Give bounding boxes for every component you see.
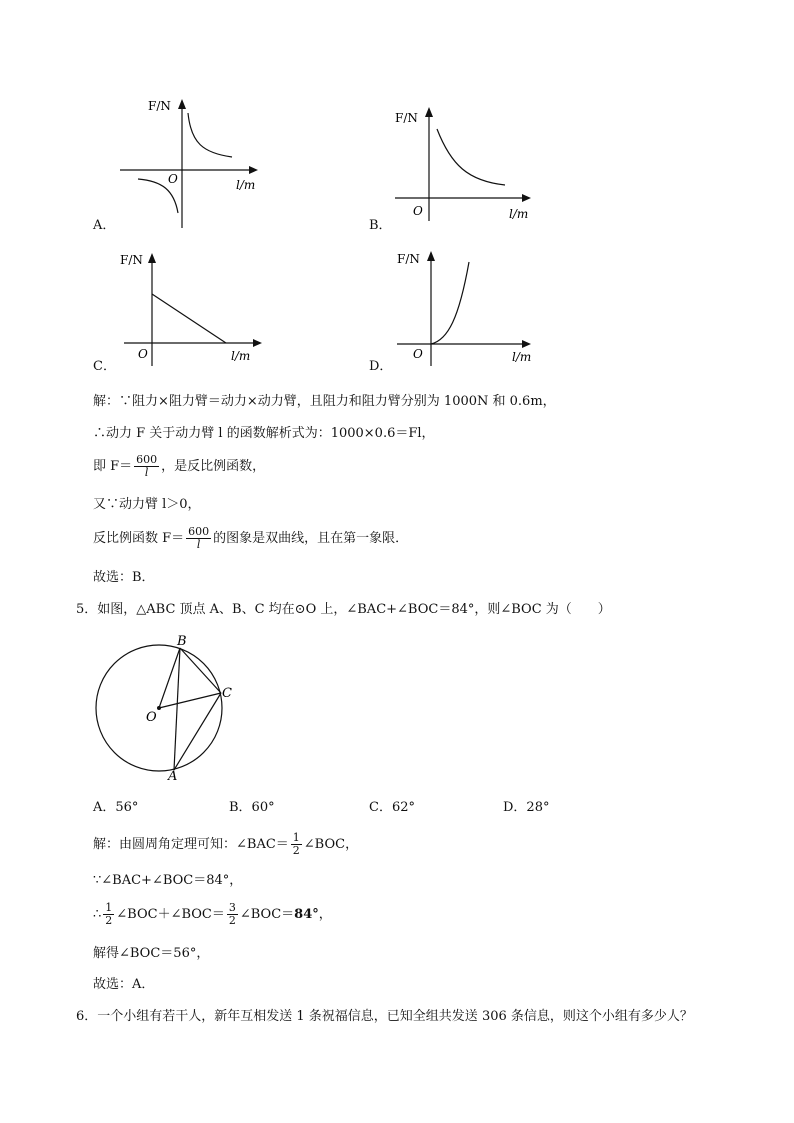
q5-label-a: A [168,769,178,784]
q5-solution-line2: ∵∠BAC+∠BOC＝84°， [93,873,243,888]
q5-option-a: A．56° [93,800,139,815]
graph-d [393,246,538,368]
graph-c-ylabel: F/N [120,253,143,267]
q5-label-c: C [222,686,232,701]
graph-a [118,95,263,230]
fraction-600-over-l-2: $\frac{600}{l}$ [188,525,210,551]
q4-solution-line2: ∴动力 F 关于动力臂 l 的函数解析式为：1000×0.6＝Fl， [93,426,435,441]
q6-question: 6．一个小组有若干人，新年互相发送 1 条祝福信息，已知全组共发送 306 条信息，则这个小组有多少人？ [76,1009,693,1024]
option-c-label: C． [93,359,116,374]
q4-solution-line4: 又∵动力臂 l＞0， [93,497,201,512]
option-a-label: A． [93,218,116,233]
q4-solution-line1: 解：∵阻力×阻力臂＝动力×动力臂，且阻力和阻力臂分别为 1000N 和 0.6m， [93,394,556,409]
q5-solution-line4: 解得∠BOC＝56°， [93,946,210,961]
q5-option-b: B．60° [229,800,275,815]
q5-option-c: C．62° [369,800,415,815]
graph-d-ylabel: F/N [397,252,420,266]
graph-c [118,248,268,368]
graph-b-ylabel: F/N [395,111,418,125]
q5-option-d: D．28° [503,800,550,815]
graph-b [393,103,538,223]
fraction-one-half-2: $\frac{1}{2}$ [105,901,113,927]
graph-d-xlabel: l/m [512,350,532,364]
q5-label-b: B [177,634,187,649]
fraction-three-halves: $\frac{3}{2}$ [228,901,236,927]
q4-answer: 故选：B． [93,570,155,585]
option-b-label: B． [369,218,392,233]
q4-solution-line5: 反比例函数 F＝ $\frac{600}{l}$ 的图象是双曲线，且在第一象限． [93,525,409,551]
graph-a-xlabel: l/m [236,178,256,192]
fraction-one-half: $\frac{1}{2}$ [292,831,300,857]
q5-solution-line1: 解：由圆周角定理可知：∠BAC＝ $\frac{1}{2}$ ∠BOC， [93,831,359,857]
fraction-600-over-l: $\frac{600}{l}$ [136,453,158,479]
q5-answer: 故选：A． [93,977,155,992]
q5-question: 5．如图，△ABC 顶点 A、B、C 均在⊙O 上，∠BAC+∠BOC＝84°，则∠BOC 为（ ） [76,602,611,617]
graph-d-origin: O [413,347,423,361]
q5-circle-figure [92,630,242,785]
graph-b-xlabel: l/m [509,207,529,221]
graph-b-origin: O [413,204,423,218]
graph-c-origin: O [138,347,148,361]
q5-solution-line3: ∴ $\frac{1}{2}$ ∠BOC＋∠BOC＝ $\frac{3}{2}$ ∠BOC＝84°， [93,901,332,927]
graph-a-ylabel: F/N [148,99,171,113]
graph-c-xlabel: l/m [231,349,251,363]
option-d-label: D． [369,359,393,374]
q4-solution-line3: 即 F＝ $\frac{600}{l}$ ，是反比例函数， [93,453,266,479]
q5-label-o: O [146,710,157,725]
graph-a-origin: O [168,172,178,186]
